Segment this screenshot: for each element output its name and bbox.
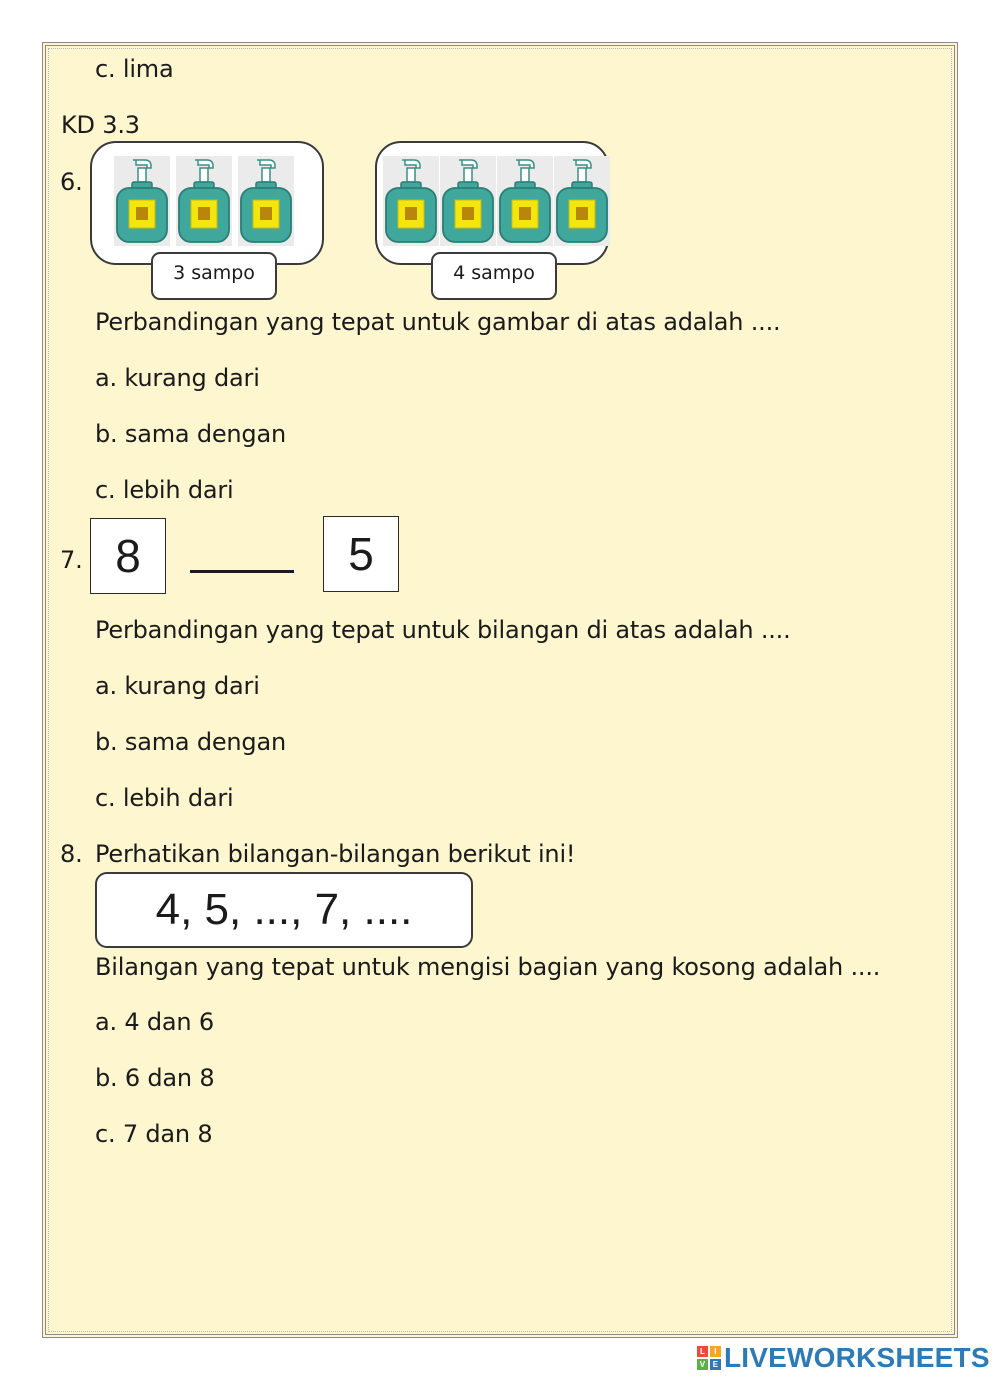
liveworksheets-logo-text: LIVEWORKSHEETS xyxy=(724,1342,990,1373)
q7-option-c[interactable]: c. lebih dari xyxy=(95,784,234,812)
liveworksheets-logo[interactable] xyxy=(697,1343,990,1373)
q6-option-c[interactable]: c. lebih dari xyxy=(95,476,234,504)
shampoo-bottle-icon xyxy=(383,156,439,246)
logo-letter: I xyxy=(710,1346,721,1357)
q7-option-a[interactable]: a. kurang dari xyxy=(95,672,260,700)
q8-sequence-box: 4, 5, ..., 7, .... xyxy=(95,872,473,948)
q8-option-c[interactable]: c. 7 dan 8 xyxy=(95,1120,213,1148)
q6-option-a[interactable]: a. kurang dari xyxy=(95,364,260,392)
logo-letter: V xyxy=(697,1359,708,1370)
shampoo-bottle-icon xyxy=(176,156,232,246)
shampoo-bottle-icon xyxy=(238,156,294,246)
q8-option-b[interactable]: b. 6 dan 8 xyxy=(95,1064,215,1092)
q8-instruction: Perhatikan bilangan-bilangan berikut ini! xyxy=(95,840,576,868)
q8-question: Bilangan yang tepat untuk mengisi bagian yang kosong adalah .... xyxy=(95,953,881,981)
prev-option-c: c. lima xyxy=(95,55,174,83)
q7-right-number-box: 5 xyxy=(323,516,399,592)
q7-left-number-box: 8 xyxy=(90,518,166,594)
q6-right-label: 4 sampo xyxy=(431,252,557,300)
q8-option-a[interactable]: a. 4 dan 6 xyxy=(95,1008,214,1036)
q6-number: 6. xyxy=(60,168,83,196)
shampoo-bottle-icon xyxy=(114,156,170,246)
q8-number: 8. xyxy=(60,840,83,868)
q6-question: Perbandingan yang tepat untuk gambar di atas adalah .... xyxy=(95,308,781,336)
q7-answer-blank[interactable] xyxy=(190,570,294,573)
q7-number: 7. xyxy=(60,546,83,574)
shampoo-bottle-icon xyxy=(554,156,610,246)
shampoo-bottle-icon xyxy=(440,156,496,246)
q6-option-b[interactable]: b. sama dengan xyxy=(95,420,286,448)
logo-letter: E xyxy=(710,1359,721,1370)
q7-question: Perbandingan yang tepat untuk bilangan di atas adalah .... xyxy=(95,616,791,644)
shampoo-bottle-icon xyxy=(497,156,553,246)
section-label: KD 3.3 xyxy=(61,111,140,139)
q6-left-label: 3 sampo xyxy=(151,252,277,300)
q7-option-b[interactable]: b. sama dengan xyxy=(95,728,286,756)
liveworksheets-logo-icon xyxy=(697,1346,721,1370)
logo-letter: L xyxy=(697,1346,708,1357)
